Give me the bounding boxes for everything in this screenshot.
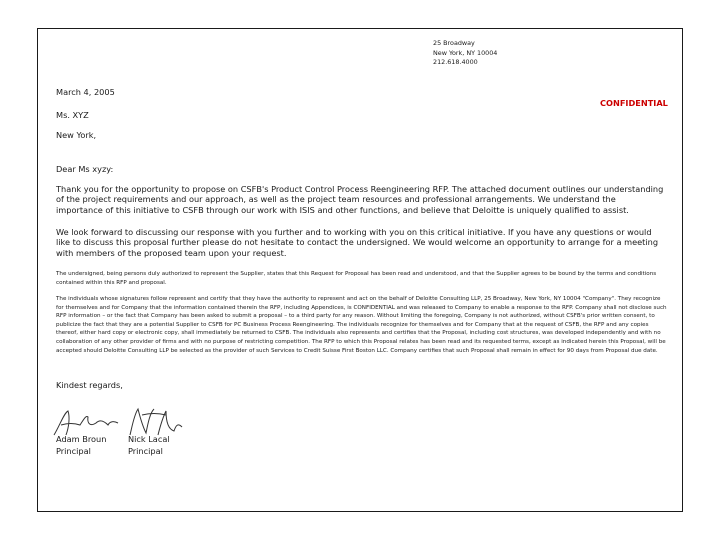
body-paragraph: We look forward to discussing our response with you further and to working with you on this critical initiative. If you have any questions or would like to discuss this proposal further please do not hesitate to contact the undersigned. We would welcome an opportunity to arrange for a meeting with members of the proposed team upon your request. [56, 227, 659, 258]
signer-name: Adam Broun [56, 434, 107, 444]
address-line: 212.618.4000 [433, 58, 478, 66]
signer-title: Principal [128, 446, 163, 456]
legal-paragraph: The undersigned, being persons duly authorized to represent the Supplier, states that this Request for Proposal has been read and understood, and that the Supplier agrees to be bound by the terms and conditions contained within this RFP and proposal. [56, 271, 657, 286]
recipient-name: Ms. XYZ [56, 110, 89, 120]
signer-title: Principal [56, 446, 91, 456]
letter-page [37, 28, 683, 512]
address-line: New York, NY 10004 [433, 48, 498, 57]
address-line: 25 Broadway [433, 39, 475, 47]
closing: Kindest regards, [56, 380, 123, 390]
sender-address [433, 39, 497, 68]
recipient-city: New York, [56, 130, 97, 140]
signer-block [128, 433, 170, 457]
letter-date: March 4, 2005 [56, 87, 115, 97]
salutation: Dear Ms xyzy: [56, 164, 114, 174]
legal-paragraph: The individuals whose signatures follow represent and certify that they have the authority to represent and act on the behalf of Deloitte Consulting LLP, 25 Broadway, New York, NY 10004 "Company". They recognize for themselves and for Company that the information contained therein the RFP, including Appendices, is CONFIDENTIAL and was released to Company to enable a response to the RFP. Company shall not disclose such RFP information – or the fact that Company has been asked to submit a proposal – to a third party for any reason. Without limiting the foregoing, Company is not authorized, without CSFB's prior written consent, to publicize the fact that they are a potential Supplier to CSFB for PC Business Process Reengineering. The individuals recognize for themselves and for Company that at the request of CSFB, the RFP and any copies thereof, either hard copy or electronic copy, shall immediately be returned to CSFB. The individuals also represents and certifies that the Proposal, including cost structures, was developed independently and with no collaboration of any other provider of firms and with no purpose of restricting competition. The RFP to which this Proposal relates has been read and its requested terms, except as indicated herein this Proposal, will be accepted should Deloitte Consulting LLP be selected as the provider of such Services to Credit Suisse First Boston LLC. Company certifies that such Proposal shall remain in effect for 90 days from Proposal due date. [56, 296, 667, 354]
confidential-label: CONFIDENTIAL [600, 98, 668, 108]
body-paragraph: Thank you for the opportunity to propose on CSFB's Product Control Process Reengineering RFP. The attached document outlines our understanding of the project requirements and our approach, as well as the project team resources and professional arrangements. We understand the importance of this initiative to CSFB through our work with ISIS and other functions, and believe that Deloitte is uniquely qualified to assist. [56, 184, 664, 215]
signer-name: Nick Lacal [128, 434, 170, 444]
signer-block [56, 433, 106, 457]
